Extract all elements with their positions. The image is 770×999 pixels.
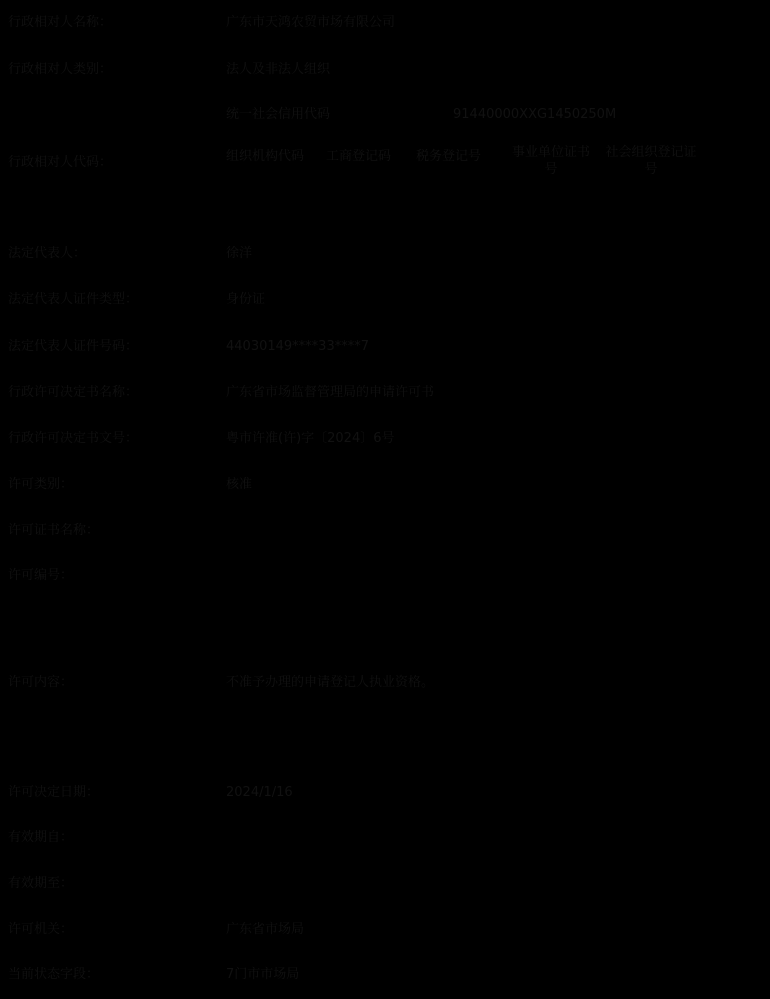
field-label: 有效期自： — [8, 830, 74, 845]
field-label: 许可类别： — [8, 477, 74, 492]
field-label: 法定代表人证件号码： — [8, 339, 139, 354]
field-value: 2024/1/16 — [226, 785, 293, 800]
field-value: 核准 — [226, 477, 253, 492]
social-org-cert-label: 社会组织登记证号 — [605, 145, 697, 177]
tax-reg-code-label: 税务登记号 — [416, 149, 482, 164]
field-label: 许可内容： — [8, 675, 74, 690]
field-label: 当前状态字段： — [8, 967, 100, 982]
field-label: 行政相对人名称： — [8, 15, 113, 30]
field-label: 行政许可决定书名称： — [8, 385, 139, 400]
field-label: 许可编号： — [8, 568, 74, 583]
field-value: 不准予办理的申请登记人执业资格。 — [226, 675, 435, 690]
field-label: 许可决定日期： — [8, 785, 100, 800]
field-label: 法定代表人： — [8, 246, 87, 261]
field-label: 许可机关： — [8, 922, 74, 937]
credit-code-label: 统一社会信用代码 — [226, 107, 331, 122]
field-value: 身份证 — [226, 292, 266, 307]
business-reg-code-label: 工商登记码 — [326, 149, 392, 164]
field-value: 广东市天鸿农贸市场有限公司 — [226, 15, 396, 30]
field-value: 广东省市场局 — [226, 922, 305, 937]
field-value: 7门市市场局 — [226, 967, 300, 982]
field-value: 44030149****33****7 — [226, 339, 369, 354]
org-code-label: 组织机构代码 — [226, 149, 305, 164]
field-value: 法人及非法人组织 — [226, 62, 331, 77]
institution-cert-label: 事业单位证书号 — [511, 145, 590, 177]
field-label: 行政许可决定书文号： — [8, 431, 139, 446]
field-value: 广东省市场监督管理局的申请许可书 — [226, 385, 435, 400]
field-row-entity-code — [0, 106, 770, 176]
credit-code-value: 91440000XXG1450250M — [453, 107, 617, 122]
field-value: 粤市许准(许)字〔2024〕6号 — [226, 431, 395, 446]
field-value: 徐洋 — [226, 246, 253, 261]
field-label: 行政相对人类别： — [8, 62, 113, 77]
entity-code-grid — [226, 106, 756, 177]
field-label: 行政相对人代码： — [8, 155, 113, 170]
field-label: 许可证书名称： — [8, 523, 100, 538]
field-label: 法定代表人证件类型： — [8, 292, 139, 307]
field-label: 有效期至： — [8, 876, 74, 891]
